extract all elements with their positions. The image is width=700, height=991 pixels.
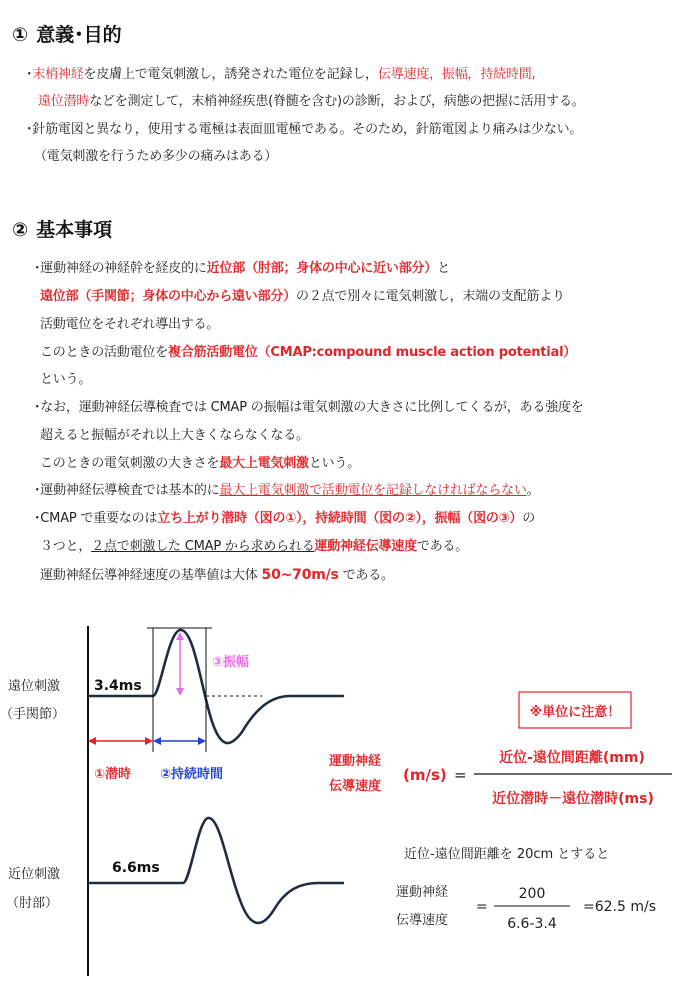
distal-stimulation-label: 遠位刺激 <box>8 679 61 694</box>
text: ３つと， <box>40 539 92 554</box>
paragraph-line <box>40 288 565 306</box>
amplitude-arrow-head-down <box>176 688 184 696</box>
paragraph-line <box>34 482 540 500</box>
paragraph-line: という。 <box>40 372 92 387</box>
text: を皮膚上で電気刺激し，誘発された電位を記録し， <box>83 67 378 82</box>
text: このときの電気刺激の大きさを <box>40 456 220 471</box>
paragraph-line: 活動電位をそれぞれ導出する。 <box>40 317 220 332</box>
latency-arrow-head-right <box>145 737 153 745</box>
proximal-site-label: （肘部） <box>6 896 59 911</box>
text: ･ <box>26 67 33 82</box>
distal-site-label: （手関節） <box>0 707 66 722</box>
highlight-text: 伝導速度，振幅，持続時間, <box>377 67 536 82</box>
highlight-text: 遠位部（手関節；身体の中心から遠い部分） <box>40 289 297 304</box>
proximal-stimulation-label: 近位刺激 <box>8 867 61 882</box>
highlight-text: 運動神経伝導速度 <box>314 539 417 554</box>
formula-numerator: 近位-遠位間距離(mm) <box>499 750 645 766</box>
paragraph-line: （電気刺激を行うため多少の痛みはある） <box>34 149 278 164</box>
paragraph-line: ･針筋電図と異なり，使用する電極は表面皿電極である。そのため，針筋電図より痛みは少ない。 <box>26 122 583 137</box>
paragraph-line <box>40 455 360 473</box>
text: などを測定して，末梢神経疾患(脊髄を含む)の診断，および，病態の把握に活用する。 <box>89 94 585 109</box>
highlight-text: 近位部（肘部；身体の中心に近い部分） <box>206 261 438 276</box>
section-heading-basics <box>12 215 112 242</box>
example-numerator: 200 <box>518 886 546 902</box>
section-heading-purpose <box>12 20 122 47</box>
cmap-diagram <box>0 610 700 991</box>
paragraph-line <box>38 93 585 111</box>
text: という。 <box>308 456 361 471</box>
highlight-text: 末梢神経 <box>32 67 84 82</box>
proximal-latency-value: 6.6ms <box>112 860 160 876</box>
text: である。 <box>338 568 394 583</box>
highlight-text: 最大上電気刺激で活動電位を記録しなければならない <box>219 483 527 498</box>
example-denominator: 6.6-3.4 <box>507 916 557 932</box>
section-number: ① <box>12 24 29 46</box>
latency-arrow-head-left <box>88 737 96 745</box>
text: 。 <box>526 483 540 498</box>
paragraph-line <box>34 260 450 278</box>
highlight-text: 立ち上がり潜時（図の①），持続時間（図の②），振幅（図の③） <box>157 511 523 526</box>
section-title: 意義･目的 <box>36 24 122 46</box>
example-lhs-line1: 運動神経 <box>396 885 449 900</box>
example-equals: = <box>476 899 488 915</box>
example-result: =62.5 m/s <box>583 899 657 915</box>
paragraph-line: ･なお，運動神経伝導検査では CMAP の振幅は電気刺激の大きさに比例してくるが，ある強度を <box>34 400 584 415</box>
formula-unit: (m/s) <box>403 766 447 784</box>
text: 運動神経伝導神経速度の基準値は大体 <box>40 568 262 583</box>
highlight-text: 50~70m/s <box>261 567 339 583</box>
formula-equals: = <box>454 766 467 784</box>
latency-label: ①潜時 <box>94 767 132 782</box>
paragraph-line <box>34 510 535 528</box>
formula-lhs-line2: 伝導速度 <box>329 779 382 794</box>
highlight-text: 最大上電気刺激 <box>219 456 309 471</box>
text: ･運動神経の神経幹を経皮的に <box>34 261 207 276</box>
text: このときの活動電位を <box>40 345 169 360</box>
duration-arrow-head-right <box>198 737 206 745</box>
distal-latency-value: 3.4ms <box>94 678 142 694</box>
paragraph-line: 超えると振幅がそれ以上大きくならなくなる。 <box>40 428 309 443</box>
section-title: 基本事項 <box>36 219 113 241</box>
paragraph-line <box>40 538 468 556</box>
text: の２点で別々に電気刺激し，末端の支配筋より <box>296 289 565 304</box>
paragraph-line <box>40 566 394 585</box>
amplitude-label: ③振幅 <box>212 655 250 670</box>
example-lhs-line2: 伝導速度 <box>396 913 449 928</box>
paragraph-line <box>40 344 576 362</box>
formula-lhs-line1: 運動神経 <box>329 754 382 769</box>
duration-arrow-head-left <box>153 737 161 745</box>
formula-denominator: 近位潜時－遠位潜時(ms) <box>492 791 654 807</box>
text: の <box>522 511 536 526</box>
highlight-text: 遠位潜時 <box>38 94 90 109</box>
paragraph-line <box>26 66 535 84</box>
section-number: ② <box>12 219 29 241</box>
text: である。 <box>416 539 469 554</box>
underlined-text: ２点で刺激した CMAP から求められる <box>91 539 315 554</box>
duration-label: ②持続時間 <box>160 767 224 782</box>
text: ･運動神経伝導検査では基本的に <box>34 483 220 498</box>
highlight-text: 複合筋活動電位（CMAP:compound muscle action potential） <box>168 345 577 360</box>
unit-note: ※単位に注意！ <box>529 705 621 720</box>
example-intro: 近位-遠位間距離を 20cm とすると <box>404 847 610 862</box>
text: ･CMAP で重要なのは <box>34 511 158 526</box>
text: と <box>437 261 450 276</box>
